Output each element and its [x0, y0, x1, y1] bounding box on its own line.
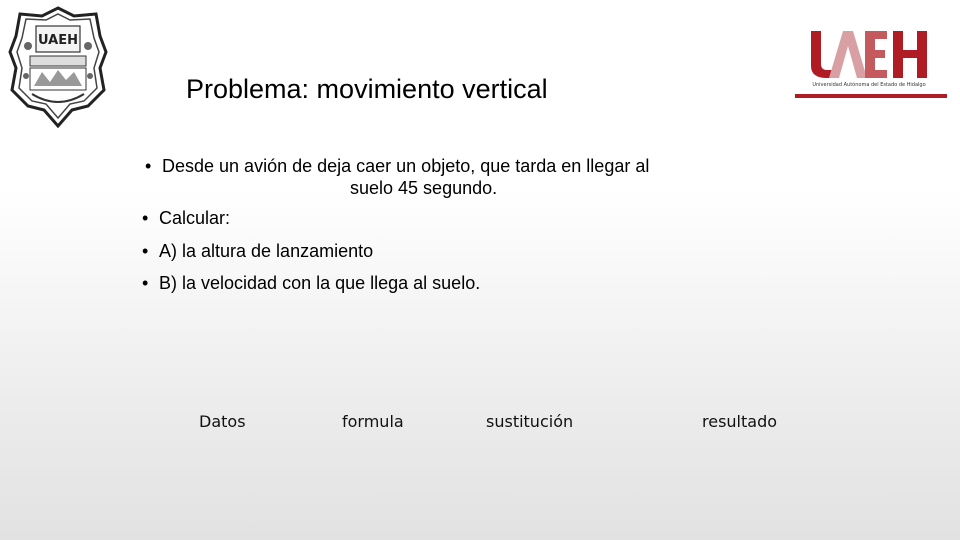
- bullet-text: B) la velocidad con la que llega al suelo.: [159, 273, 481, 293]
- bullet-item: [142, 272, 481, 294]
- column-label-formula: formula: [342, 412, 404, 431]
- bullet-text: Calcular:: [159, 208, 231, 228]
- bullet-glyph: •: [145, 156, 152, 176]
- column-label-sustitucion: sustitución: [486, 412, 574, 431]
- bullet-glyph: •: [142, 273, 149, 293]
- bullet-item: [142, 207, 231, 229]
- bullet-text-continued: suelo 45 segundo.: [350, 178, 498, 198]
- bullet-glyph: •: [142, 208, 149, 228]
- bullet-item: [145, 155, 650, 177]
- bullet-text: Desde un avión de deja caer un objeto, que tarda en llegar al: [162, 156, 650, 176]
- column-label-resultado: resultado: [702, 412, 778, 431]
- bullet-glyph: •: [142, 241, 149, 261]
- bullet-item: [142, 240, 374, 262]
- uaeh-logo: [795, 26, 947, 100]
- state-crest-logo: [8, 6, 108, 128]
- uaeh-logo-icon: [795, 26, 947, 100]
- slide-title: Problema: movimiento vertical: [186, 74, 548, 104]
- crest-icon: [8, 6, 108, 128]
- bullet-text: A) la altura de lanzamiento: [159, 241, 374, 261]
- column-label-datos: Datos: [199, 412, 246, 431]
- svg-text:UAEH: UAEH: [38, 33, 78, 48]
- svg-text:Universidad Autónoma del Estad: Universidad Autónoma del Estado de Hidalgo: [812, 82, 926, 88]
